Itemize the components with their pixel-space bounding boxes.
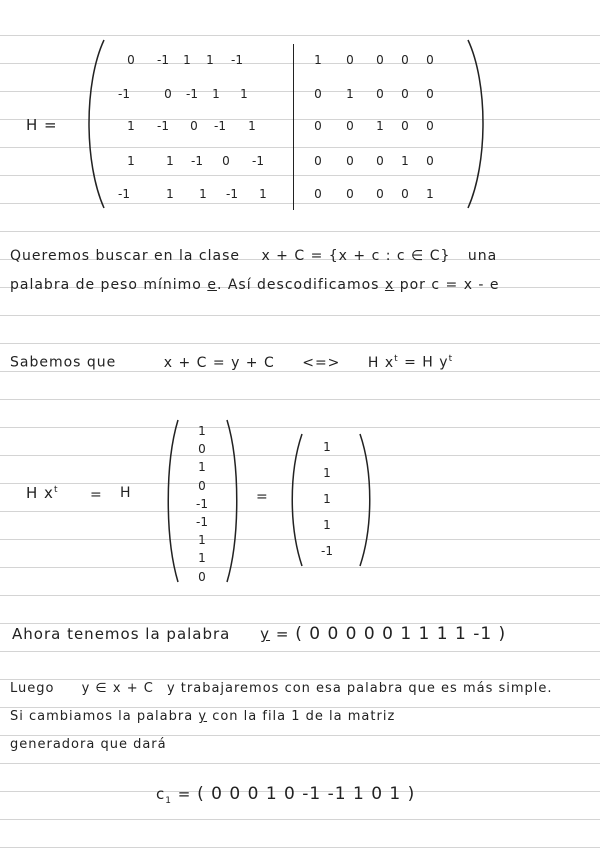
y-in-coset: y ∈ x + C [81,681,154,696]
transpose-sup-1: t [394,354,399,364]
c1-subscript: 1 [165,796,172,806]
matrix-h-entry: 0 [127,53,135,67]
c1-vector: ( 0 0 0 1 0 -1 -1 1 0 1 ) [197,784,416,804]
matrix-h-entry: -1 [118,87,130,101]
matrix-h-entry: 0 [346,154,354,168]
matrix-h-entry: 0 [426,154,434,168]
iff-symbol: <=> [302,354,341,371]
matrix-h-entry: 0 [222,154,230,168]
matrix-h-entry: 0 [401,53,409,67]
transpose-sup-2: t [448,354,454,364]
matrix-h-entry: 0 [376,87,384,101]
matrix-h-entry: 1 [212,87,220,101]
vector-x-right-paren [222,418,242,584]
result-entry: -1 [321,544,333,558]
vector-x-entry: 1 [198,533,206,548]
equals-2: = [256,489,269,505]
vector-x-entry: 1 [198,424,206,438]
matrix-h-entry: 0 [314,119,322,133]
equals-1: = [90,487,103,503]
matrix-h-entry: 0 [314,154,322,168]
matrix-h-entry: 1 [199,187,207,201]
ahora-y: y [260,625,271,643]
luego-line2-a: Si cambiamos la palabra [10,709,194,724]
matrix-h-entry: 0 [164,87,172,101]
matrix-h-entry: 1 [166,187,174,201]
syndrome-hy: = H y [404,354,449,371]
matrix-h-left-paren [80,38,110,210]
result-right-paren [355,432,375,568]
matrix-h-entry: 0 [401,87,409,101]
luego-line3: generadora que dará [10,737,167,752]
luego-label: Luego [10,681,55,696]
matrix-h-entry: 1 [127,154,135,168]
matrix-h-entry: 1 [240,87,248,101]
matrix-h-entry: -1 [191,154,203,168]
word-y-vector: ( 0 0 0 0 0 1 1 1 1 -1 ) [295,624,507,644]
transpose-sup-3: t [53,485,59,495]
matrix-h-entry: 0 [346,53,354,67]
matrix-h-entry: -1 [214,119,226,133]
matrix-h-entry: 0 [426,53,434,67]
matrix-h-entry: -1 [186,87,198,101]
matrix-h-entry: 0 [401,119,409,133]
line2-text-c: . Así descodificamos [216,277,380,293]
received-vector-x: x [384,277,395,293]
matrix-h-entry: 0 [314,187,322,201]
hx-label: H x [26,484,54,502]
line1-text-a: Queremos buscar en la clase [10,248,240,264]
result-entry: 1 [323,492,331,506]
matrix-h-entry: 0 [376,187,384,201]
c1-equals: = [177,785,192,803]
vector-x-entry: 0 [198,569,206,584]
matrix-h-entry: -1 [118,187,130,201]
decode-formula: c = x - e [431,277,500,293]
matrix-h-entry: 1 [166,154,174,168]
matrix-h-entry: 1 [376,119,384,133]
vector-x-entry: 0 [198,442,206,457]
luego-line2-y: y [198,709,208,724]
matrix-h-label: H = [26,116,58,134]
matrix-h-entry: 0 [426,119,434,133]
matrix-h-entry: 1 [127,119,135,133]
coset-equality: x + C = y + C [163,354,275,371]
result-left-paren [287,432,307,568]
luego-line2-c: con la fila 1 de la matriz [212,709,396,724]
matrix-h-entry: 1 [346,87,354,101]
matrix-h-entry: -1 [157,119,169,133]
syndrome-hx: H x [367,354,395,371]
matrix-h-entry: 1 [314,53,322,67]
vector-x-entry: 1 [198,551,206,566]
matrix-h-entry: 0 [376,154,384,168]
matrix-h-entry: 0 [426,87,434,101]
matrix-h-entry: 0 [346,119,354,133]
h-matrix-symbol: H [120,485,132,501]
matrix-h-entry: 0 [314,87,322,101]
matrix-h-divider [293,44,294,210]
matrix-h-entry: 0 [376,53,384,67]
sabemos-label: Sabemos que [10,354,117,371]
luego-line1-rest: y trabajaremos con esa palabra que es más simple. [166,681,553,696]
line1-text-c: una [467,248,498,264]
vector-x-entry: -1 [196,515,208,529]
matrix-h-entry: 1 [259,187,267,201]
line2-text-a: palabra de peso mínimo [10,277,202,293]
line2-text-e: por [399,277,426,293]
ahora-equals: = [275,625,290,643]
matrix-h-entry: 0 [401,187,409,201]
vector-x-entry: 0 [198,478,206,493]
result-entry: 1 [323,518,331,532]
matrix-h-entry: 1 [248,119,256,133]
ahora-label: Ahora tenemos la palabra [12,625,231,643]
vector-x-entry: 1 [198,460,206,475]
vector-x-left-paren [163,418,183,584]
matrix-h-entry: -1 [226,187,238,201]
matrix-h-entry: -1 [252,154,264,168]
coset-definition: x + C = {x + c : c ∈ C} [261,248,451,264]
matrix-h-entry: 1 [183,53,191,67]
matrix-h-entry: -1 [231,53,243,67]
matrix-h-entry: -1 [157,53,169,67]
error-vector-e: e [207,277,217,293]
matrix-h-entry: 1 [206,53,214,67]
matrix-h-entry: 0 [346,187,354,201]
c1-label: c [156,785,166,803]
matrix-h-entry: 0 [190,119,198,133]
matrix-h-entry: 1 [426,187,434,201]
vector-x-entry: -1 [196,496,208,511]
matrix-h-right-paren [462,38,492,210]
result-entry: 1 [323,466,331,480]
result-entry: 1 [323,440,331,454]
matrix-h-entry: 1 [401,154,409,168]
